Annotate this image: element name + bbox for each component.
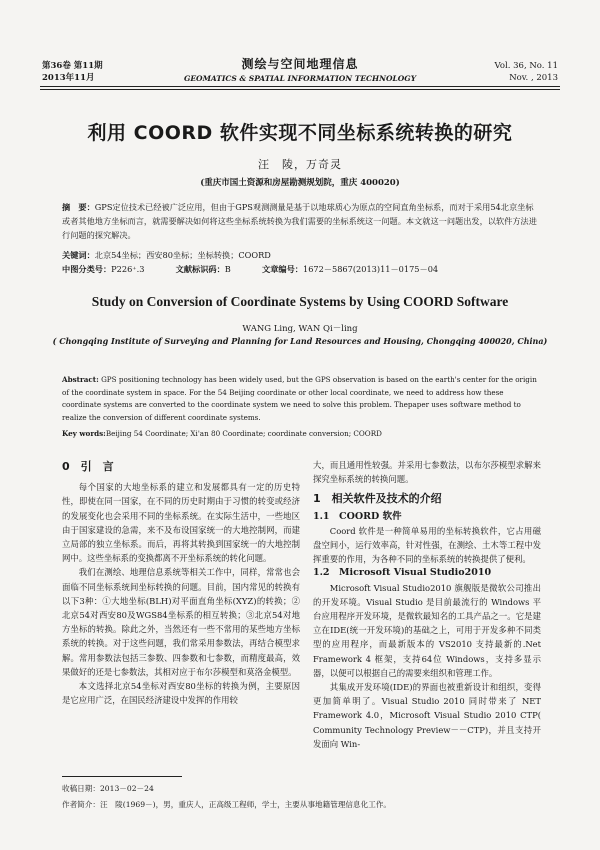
header-rule-thin	[40, 89, 560, 90]
footnote-rule	[62, 776, 182, 777]
paper-title-cn: 利用 COORD 软件实现不同坐标系统转换的研究	[87, 122, 513, 144]
subsection-1-1-heading: 1.1 COORD 软件	[313, 510, 402, 522]
footnote-received	[62, 782, 154, 796]
coord-paragraph: Coord 软件是一种简单易用的坐标转换软件，它占用磁盘空间小，运行效率高，针对性强，在测绘、土木等工程中发挥重要的作用，为各种不同的坐标系统的转换提供了便利。	[313, 525, 541, 565]
abstract-en-text: GPS positioning technology has been widely used, but the GPS observation is based on the earth's center for the origin of the coordinate system in space. For the 54 Beijing coordinate or other local coordinate, we need to address how these coordinate systems are converted to the coordinate system we need to solve this problem. Thepaper uses software method to realize the conversion of different coordinate systems.	[62, 375, 537, 422]
keywords-cn-text: 北京54坐标；西安80坐标；坐标转换；COORD	[94, 250, 271, 260]
header-volume-en: Vol. 36, No. 11	[494, 61, 558, 71]
classification-line	[62, 262, 540, 276]
authors-en: WANG Ling, WAN Qi－ling	[242, 324, 358, 334]
affiliation-cn: (重庆市国土资源和房屋勘测规划院，重庆 400020)	[200, 178, 400, 188]
keywords-cn-label: 关键词：	[62, 250, 95, 260]
subsection-1-2-heading: 1.2 Microsoft Visual Studio2010	[313, 567, 492, 579]
abstract-en	[62, 374, 540, 424]
header-date-en: Nov. , 2013	[509, 73, 558, 83]
vs2010-paragraph-1: Microsoft Visual Studio2010 旗舰版是微软公司推出的开发环境。Visual Studio 是目前最流行的 Windows 平台应用程序开发环境，是微软最知名的工具产品之一。它是建立在IDE(统一开发环境)的基础之上，可用于开发多种不同类型的应用程序，而最新版本的 VS2010 支持最新的.Net Framework 4 框架，支持64位 Windows，支持多显示器，以便可以根据自己的需要来组织和管理工作。	[313, 582, 541, 678]
author-bio: 作者简介：汪 陵(1969－)，男，重庆人，正高级工程师，学士，主要从事地籍管理信息化工作。	[62, 800, 391, 809]
left-column	[62, 460, 300, 707]
journal-name-en: GEOMATICS & SPATIAL INFORMATION TECHNOLOGY	[183, 74, 417, 83]
journal-name	[160, 55, 440, 83]
clc-value: P226⁺.3	[111, 264, 145, 274]
keywords-en-label: Key words:	[62, 429, 106, 438]
abstract-cn-label: 摘 要：	[62, 202, 95, 212]
header-volume-cn: 第36卷 第11期	[42, 61, 103, 71]
doc-code-value: B	[224, 264, 231, 274]
abstract-en-label: Abstract:	[62, 375, 99, 384]
right-column	[313, 458, 541, 751]
vs2010-paragraph-2: 其集成开发环境(IDE)的界面也被重新设计和组织，变得更加简单明了。Visual Studio 2010 同时带来了 NET Framework 4.0，Microsoft Visual Studio 2010 CTP( Community Technology Preview－－CTP)，并且支持开发面向 Win-	[313, 682, 541, 749]
abstract-cn-text: GPS定位技术已经被广泛应用，但由于GPS观测测量是基于以地球质心为原点的空间直角坐标系，而对于采用54北京坐标或者其他地方坐标而言，就需要解决如何将这些坐标系统转换为我们需要的坐标系统这一问题。本文就这一问题出发，以软件方法进行问题的探究解决。	[62, 202, 537, 240]
section-0-heading: 0 引 言	[62, 460, 114, 473]
article-id-label: 文章编号：	[262, 264, 303, 274]
intro-paragraph-3: 本文选择北京54坐标对西安80坐标的转换为例，主要原因是它应用广泛，在国民经济建设中发挥的作用较	[62, 681, 300, 706]
abstract-cn	[62, 200, 540, 242]
journal-name-cn: 测绘与空间地理信息	[241, 57, 359, 71]
keywords-en-text: Beijing 54 Coordinate; Xi'an 80 Coordinate; coordinate conversion; COORD	[105, 429, 382, 438]
affiliation-en: ( Chongqing Institute of Surveying and Planning for Land Resources and Housing, Chongqing 400020, China)	[52, 336, 548, 346]
header-rule-thick	[40, 86, 560, 87]
intro-paragraph-2: 我们在测绘、地理信息系统等相关工作中，同样，常常也会面临不同坐标系统间坐标转换的问题。目前，国内常见的转换有以下3种：①大地坐标(BLH)对平面直角坐标(XYZ)的转换；②北京54对西安80及WGS84坐标系的相互转换；③北京54对地方坐标的转换。除此之外，当然还有一些不常用的某些地方坐标系统的转换。对于这些问题，我们常采用参数法，再结合模型求解。常用参数法包括三参数、四参数和七参数，而精度最高，效果做好的还是七参数法，其相对应于布尔莎模型和莫洛金模型。	[62, 567, 300, 677]
intro-paragraph-cont: 大，而且通用性较强。并采用七参数法，以布尔莎模型求解来探究坐标系统的转换问题。	[313, 460, 541, 485]
authors-cn: 汪 陵，万奇灵	[258, 158, 342, 171]
intro-paragraph-1: 每个国家的大地坐标系的建立和发展都具有一定的历史特性，即使在同一国家，在不同的历史时期由于习惯的转变或经济的发展变化也会采用不同的坐标系统。在实际生活中，一些地区由于国家建设的急需，来不及布设国家统一的大地控制网，而建立局部的独立坐标系。而后，再将其转换到国家统一的大地控制网中。这些坐标系的变换都离不开坐标系统的转化问题。	[62, 482, 300, 564]
keywords-en	[62, 428, 540, 441]
received-date: 收稿日期：2013－02－24	[62, 784, 154, 793]
header-volume-date-en	[495, 60, 558, 84]
footnote-author	[62, 798, 391, 812]
article-id-value: 1672－5867(2013)11－0175－04	[302, 264, 439, 274]
paper-title-en: Study on Conversion of Coordinate Systems by Using COORD Software	[91, 294, 509, 309]
keywords-cn	[62, 248, 540, 262]
clc-label: 中图分类号：	[62, 264, 112, 274]
section-1-heading: 1 相关软件及技术的介绍	[313, 492, 442, 506]
header-volume-date-cn	[42, 60, 103, 84]
header-date-cn: 2013年11月	[42, 73, 95, 83]
doc-code-label: 文献标识码：	[175, 264, 225, 274]
